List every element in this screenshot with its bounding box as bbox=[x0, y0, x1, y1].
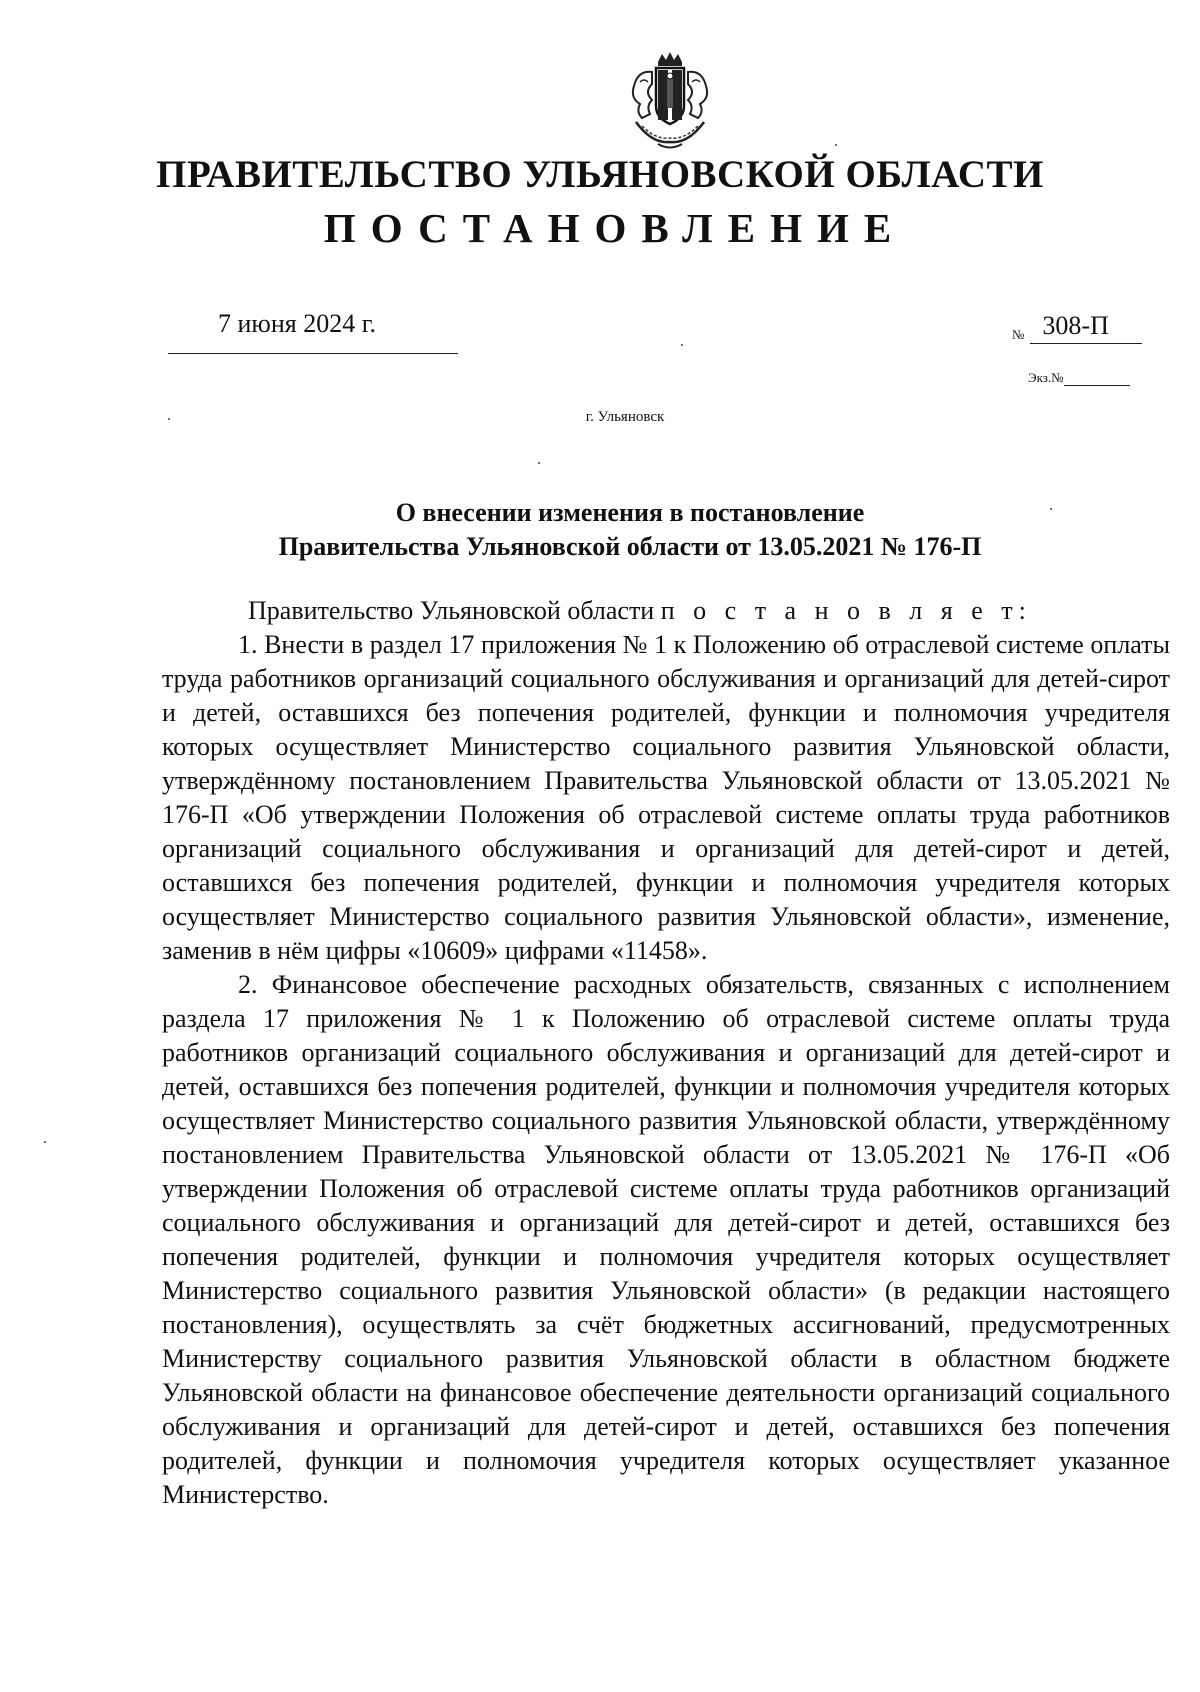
document-type-title: ПОСТАНОВЛЕНИЕ bbox=[323, 205, 907, 251]
document-date: 7 июня 2024 г. bbox=[218, 309, 376, 338]
copy-number-line bbox=[1064, 373, 1130, 386]
number-sign: № bbox=[1012, 327, 1025, 342]
paragraph-1: 1. Внести в раздел 17 приложения № 1 к Положению об отраслевой системе оплаты труда работников организаций социального обслуживания и организаций для детей-сирот и детей, оставшихся без попечения родителей, функции и полномочия учредителя которых осуществляет Министерство социального развития Ульяновской области, утверждённому постановлением Правительства Ульяновской области от 13.05.2021 № 176-П «Об утверждении Положения об отраслевой системе оплаты труда работников организаций социального обслуживания и организаций для детей-сирот и детей, оставшихся без попечения родителей, функции и полномочия учредителя которых осуществляет Министерство социального развития Ульяновской области», изменение, заменив в нём цифры «10609» цифрами «11458». bbox=[162, 630, 1170, 965]
copy-number-field bbox=[1028, 370, 1130, 386]
scan-speck bbox=[835, 144, 837, 146]
coat-of-arms-emblem-icon bbox=[622, 52, 718, 152]
paragraph-2: 2. Финансовое обеспечение расходных обязательств, связанных с исполнением раздела 17 приложения № 1 к Положению об отраслевой системе оплаты труда работников организаций социального обслуживания и организаций для детей-сирот и детей, оставшихся без попечения родителей, функции и полномочия учредителя которых осуществляет Министерство социального развития Ульяновской области, утверждённому постановлением Правительства Ульяновской области от 13.05.2021 № 176-П «Об утверждении Положения об отраслевой системе оплаты труда работников организаций социального обслуживания и организаций для детей-сирот и детей, оставшихся без попечения родителей, функции и полномочия учредителя которых осуществляет Министерство социального развития Ульяновской области» (в редакции настоящего постановления), осуществлять за счёт бюджетных ассигнований, предусмотренных Министерству социального развития Ульяновской области в областном бюджете Ульяновской области на финансовое обеспечение деятельности организаций социального обслуживания и организаций для детей-сирот и детей, оставшихся без попечения родителей, функции и полномочия учредителя которых осуществляет указанное Министерство. bbox=[162, 970, 1170, 1509]
scan-speck bbox=[168, 418, 170, 420]
document-number: 308-П bbox=[1030, 309, 1142, 344]
copy-label: Экз.№ bbox=[1028, 370, 1064, 385]
scan-speck bbox=[1050, 508, 1052, 510]
document-body bbox=[162, 594, 1170, 1512]
subject-line-2: Правительства Ульяновской области от 13.05.2021 № 176-П bbox=[278, 532, 982, 561]
lead-verb: п о с т а н о в л я е т: bbox=[660, 596, 1032, 625]
city-name: г. Ульяновск bbox=[585, 409, 665, 425]
scan-speck bbox=[44, 1141, 46, 1143]
government-title: ПРАВИТЕЛЬСТВО УЛЬЯНОВСКОЙ ОБЛАСТИ bbox=[156, 153, 1044, 196]
document-number-field bbox=[1012, 309, 1142, 344]
document-subject bbox=[0, 496, 1200, 564]
scan-speck bbox=[681, 344, 683, 346]
subject-line-1: О внесении изменения в постановление bbox=[395, 498, 865, 527]
lead-text: Правительство Ульяновской области bbox=[248, 596, 655, 625]
scan-speck bbox=[538, 462, 540, 464]
document-date-field bbox=[168, 307, 458, 354]
resolution-lead bbox=[162, 594, 1170, 628]
